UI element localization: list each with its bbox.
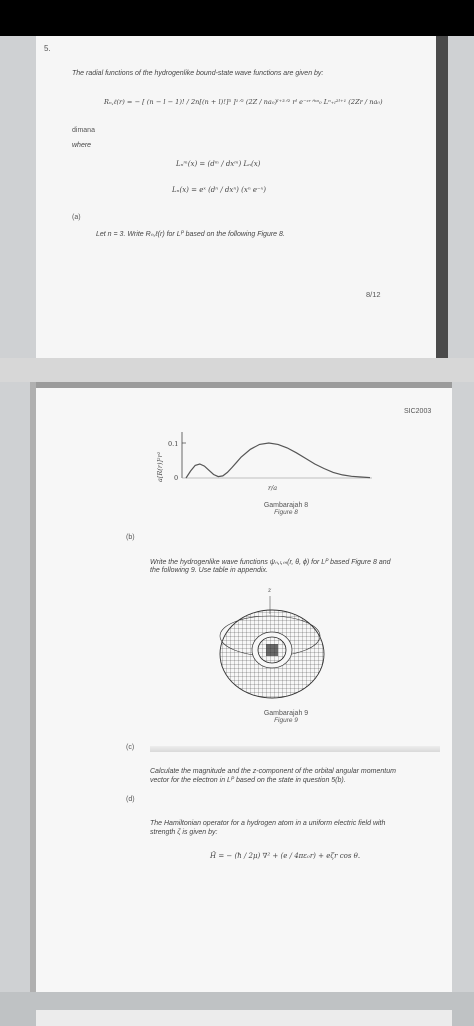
- next-page-sheet: [36, 1010, 452, 1026]
- part-d-text-line1: The Hamiltonian operator for a hydrogen atom in a uniform electric field with: [150, 820, 386, 827]
- figure-9-caption-ms: Gambarajah 9: [263, 710, 309, 717]
- page-fold-shadow: [150, 746, 440, 752]
- part-c-label: (c): [126, 744, 135, 751]
- part-b-text-line2: the following 9. Use table in appendix.: [150, 567, 268, 574]
- part-d-text-line2: strength ζ is given by:: [150, 829, 218, 836]
- torus-hole-core: [266, 644, 278, 656]
- figure-9-caption: [226, 710, 346, 724]
- part-d-label: (d): [126, 796, 135, 803]
- page-8-shadow-edge: [436, 36, 448, 358]
- page-gap: [0, 358, 474, 382]
- figure-9-caption-en: Figure 9: [274, 717, 298, 724]
- page-9-top-shadow: [36, 382, 452, 388]
- figure-8-ytick-top: 0.1: [168, 440, 179, 448]
- page-number: 8/12: [366, 290, 381, 299]
- figure-8-caption: [226, 502, 346, 516]
- figure-9-z-label: z: [268, 587, 272, 594]
- part-a-label: (a): [72, 214, 81, 221]
- figure-8-caption-ms: Gambarajah 8: [263, 502, 309, 509]
- dimana-label: dimana: [72, 127, 95, 134]
- page-8-sheet: [36, 36, 436, 358]
- figure-8-curve: [186, 443, 370, 478]
- radial-function-equation: Rₙ,ℓ(r) = − [ (n − l − 1)! / 2n[(n + l)!]³ ]¹ᐟ² (2Z / na₀)ˡ⁺³ᐟ² rˡ e⁻ᶻʳᐟⁿᵃ₀ Lⁿ₊ₗ²ˡ⁺¹ (2Zr / na₀): [104, 98, 383, 106]
- page-9-left-shadow: [30, 382, 36, 992]
- figure-8-chart: [150, 426, 380, 504]
- hamiltonian-equation: Ĥ = − (ħ / 2μ) ∇² + (e / 4πε₀r) + eζr cos θ.: [210, 852, 361, 860]
- part-c-text-line1: Calculate the magnitude and the z-component of the orbital angular momentum: [150, 768, 396, 775]
- part-b-text-line1: Write the hydrogenlike wave functions ψₙ,ₗ,ₘ(r, θ, ϕ) for Lᴾ based Figure 8 and: [150, 559, 391, 566]
- figure-8-ytick-zero: 0: [174, 474, 179, 482]
- part-b-label: (b): [126, 534, 135, 541]
- figure-8-caption-en: Figure 8: [274, 509, 298, 516]
- question-number: 5.: [44, 44, 51, 53]
- laguerre-equation: Lₙ(x) = eˣ (dⁿ / dxⁿ) (xⁿ e⁻ˣ): [172, 186, 266, 194]
- figure-8-y-axis-label: a[R(r)]²r²: [156, 451, 164, 482]
- part-a-text: Let n = 3. Write Rₙ,ℓ(r) for Lᴾ based on the following Figure 8.: [96, 231, 285, 238]
- course-code: SIC2003: [404, 408, 432, 415]
- where-label: where: [72, 142, 92, 149]
- figure-8-x-axis-label: r/a: [268, 484, 278, 492]
- top-black-bar: [0, 0, 474, 36]
- part-c-text-line2: vector for the electron in Lᴾ based on the state in question 5(b).: [150, 777, 346, 784]
- figure-9-orbital-plot: [210, 584, 340, 708]
- associated-laguerre-equation: Lₙᵐ(x) = (dᵐ / dxᵐ) Lₙ(x): [176, 160, 261, 168]
- intro-text: The radial functions of the hydrogenlike bound-state wave functions are given by:: [72, 70, 324, 77]
